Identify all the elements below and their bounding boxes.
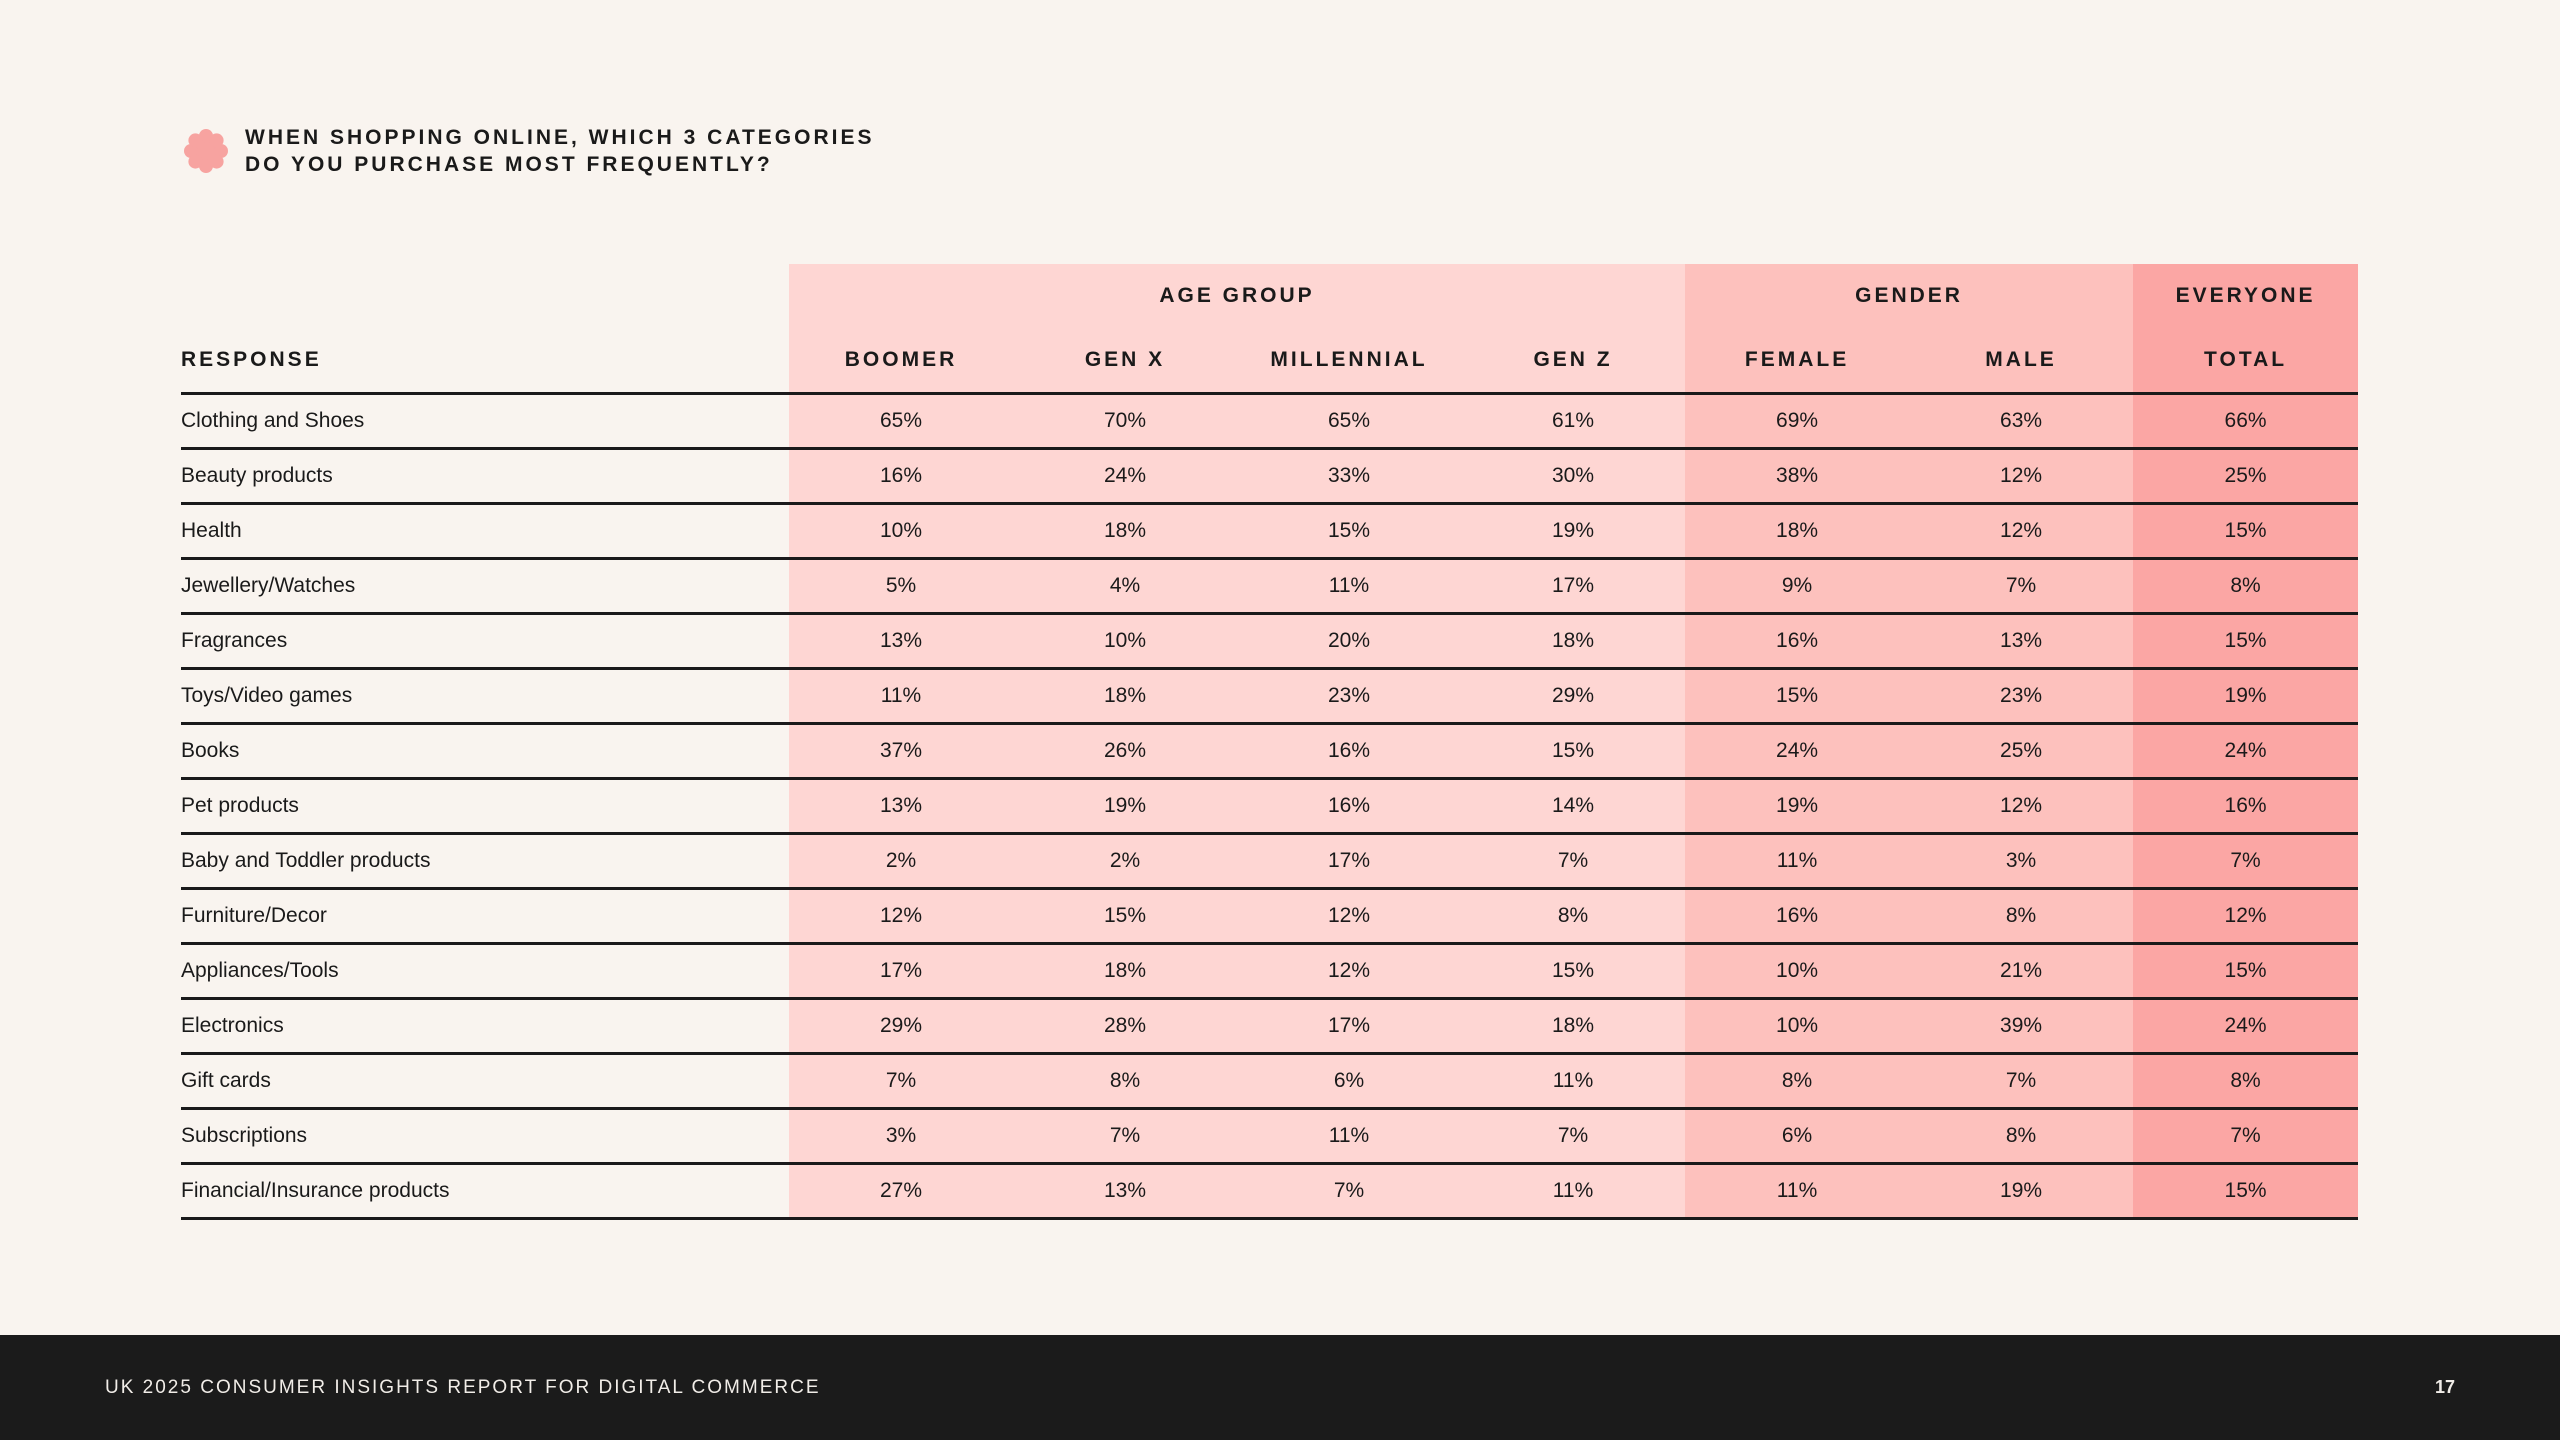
- cell-response: Clothing and Shoes: [181, 394, 789, 449]
- column-header-boomer: BOOMER: [789, 328, 1013, 394]
- cell-genx: 26%: [1013, 724, 1237, 779]
- cell-response: Gift cards: [181, 1054, 789, 1109]
- cell-total: 16%: [2133, 779, 2358, 834]
- column-header-millennial: MILLENNIAL: [1237, 328, 1461, 394]
- title-line-1: WHEN SHOPPING ONLINE, WHICH 3 CATEGORIES: [245, 126, 875, 149]
- column-header-response: RESPONSE: [181, 328, 789, 394]
- flower-icon: [181, 126, 231, 176]
- cell-millennial: 17%: [1237, 999, 1461, 1054]
- cell-female: 19%: [1685, 779, 1909, 834]
- cell-response: Toys/Video games: [181, 669, 789, 724]
- cell-millennial: 15%: [1237, 504, 1461, 559]
- cell-boomer: 65%: [789, 394, 1013, 449]
- cell-male: 3%: [1909, 834, 2133, 889]
- cell-boomer: 2%: [789, 834, 1013, 889]
- table-body: [181, 394, 2358, 1219]
- cell-boomer: 11%: [789, 669, 1013, 724]
- cell-response: Furniture/Decor: [181, 889, 789, 944]
- cell-genz: 11%: [1461, 1164, 1685, 1219]
- cell-genx: 2%: [1013, 834, 1237, 889]
- table-row: [181, 1109, 2358, 1164]
- cell-boomer: 27%: [789, 1164, 1013, 1219]
- table-row: [181, 779, 2358, 834]
- cell-millennial: 16%: [1237, 724, 1461, 779]
- cell-millennial: 16%: [1237, 779, 1461, 834]
- cell-genx: 15%: [1013, 889, 1237, 944]
- chart-title: [181, 124, 874, 178]
- cell-response: Health: [181, 504, 789, 559]
- cell-boomer: 5%: [789, 559, 1013, 614]
- table-row: [181, 724, 2358, 779]
- cell-boomer: 13%: [789, 614, 1013, 669]
- cell-millennial: 12%: [1237, 944, 1461, 999]
- cell-boomer: 10%: [789, 504, 1013, 559]
- cell-response: Beauty products: [181, 449, 789, 504]
- table-row: [181, 504, 2358, 559]
- data-table: [181, 264, 2358, 1220]
- cell-response: Subscriptions: [181, 1109, 789, 1164]
- table-row: [181, 1164, 2358, 1219]
- cell-boomer: 7%: [789, 1054, 1013, 1109]
- page-number: 17: [2434, 1377, 2455, 1397]
- column-header-female: FEMALE: [1685, 328, 1909, 394]
- cell-genx: 13%: [1013, 1164, 1237, 1219]
- cell-genz: 15%: [1461, 944, 1685, 999]
- cell-genx: 28%: [1013, 999, 1237, 1054]
- cell-male: 25%: [1909, 724, 2133, 779]
- cell-male: 8%: [1909, 1109, 2133, 1164]
- cell-response: Pet products: [181, 779, 789, 834]
- cell-genz: 8%: [1461, 889, 1685, 944]
- cell-female: 8%: [1685, 1054, 1909, 1109]
- cell-female: 18%: [1685, 504, 1909, 559]
- cell-genx: 24%: [1013, 449, 1237, 504]
- cell-male: 7%: [1909, 1054, 2133, 1109]
- cell-millennial: 65%: [1237, 394, 1461, 449]
- cell-millennial: 12%: [1237, 889, 1461, 944]
- cell-female: 9%: [1685, 559, 1909, 614]
- group-header-row: [181, 264, 2358, 328]
- cell-genz: 7%: [1461, 1109, 1685, 1164]
- cell-genx: 18%: [1013, 669, 1237, 724]
- cell-male: 39%: [1909, 999, 2133, 1054]
- cell-female: 69%: [1685, 394, 1909, 449]
- cell-boomer: 13%: [789, 779, 1013, 834]
- cell-male: 12%: [1909, 449, 2133, 504]
- cell-genx: 18%: [1013, 944, 1237, 999]
- cell-female: 15%: [1685, 669, 1909, 724]
- cell-total: 15%: [2133, 944, 2358, 999]
- cell-total: 19%: [2133, 669, 2358, 724]
- cell-male: 12%: [1909, 779, 2133, 834]
- cell-genz: 14%: [1461, 779, 1685, 834]
- cell-boomer: 3%: [789, 1109, 1013, 1164]
- cell-genx: 4%: [1013, 559, 1237, 614]
- cell-response: Appliances/Tools: [181, 944, 789, 999]
- cell-genz: 18%: [1461, 614, 1685, 669]
- cell-genx: 10%: [1013, 614, 1237, 669]
- table-row: [181, 559, 2358, 614]
- cell-millennial: 6%: [1237, 1054, 1461, 1109]
- cell-boomer: 17%: [789, 944, 1013, 999]
- group-header-empty: [181, 264, 789, 328]
- column-header-genz: GEN Z: [1461, 328, 1685, 394]
- cell-boomer: 37%: [789, 724, 1013, 779]
- cell-total: 12%: [2133, 889, 2358, 944]
- cell-female: 38%: [1685, 449, 1909, 504]
- data-table-container: [181, 264, 2358, 1220]
- column-header-male: MALE: [1909, 328, 2133, 394]
- cell-male: 12%: [1909, 504, 2133, 559]
- cell-millennial: 7%: [1237, 1164, 1461, 1219]
- footer: [0, 1335, 2560, 1440]
- table-row: [181, 944, 2358, 999]
- cell-female: 10%: [1685, 944, 1909, 999]
- cell-genz: 15%: [1461, 724, 1685, 779]
- cell-millennial: 33%: [1237, 449, 1461, 504]
- cell-genz: 19%: [1461, 504, 1685, 559]
- cell-genz: 61%: [1461, 394, 1685, 449]
- cell-female: 6%: [1685, 1109, 1909, 1164]
- cell-genx: 8%: [1013, 1054, 1237, 1109]
- cell-millennial: 20%: [1237, 614, 1461, 669]
- cell-female: 16%: [1685, 614, 1909, 669]
- table-row: [181, 889, 2358, 944]
- cell-genx: 70%: [1013, 394, 1237, 449]
- cell-boomer: 16%: [789, 449, 1013, 504]
- cell-total: 25%: [2133, 449, 2358, 504]
- table-row: [181, 1054, 2358, 1109]
- cell-millennial: 11%: [1237, 559, 1461, 614]
- table-row: [181, 669, 2358, 724]
- cell-response: Financial/Insurance products: [181, 1164, 789, 1219]
- table-row: [181, 449, 2358, 504]
- column-header-genx: GEN X: [1013, 328, 1237, 394]
- cell-genz: 11%: [1461, 1054, 1685, 1109]
- cell-male: 13%: [1909, 614, 2133, 669]
- table-row: [181, 394, 2358, 449]
- group-header-everyone: EVERYONE: [2133, 264, 2358, 328]
- cell-total: 24%: [2133, 999, 2358, 1054]
- cell-female: 16%: [1685, 889, 1909, 944]
- cell-female: 11%: [1685, 1164, 1909, 1219]
- cell-male: 23%: [1909, 669, 2133, 724]
- cell-female: 24%: [1685, 724, 1909, 779]
- group-header-age: AGE GROUP: [789, 264, 1685, 328]
- cell-male: 8%: [1909, 889, 2133, 944]
- cell-genx: 19%: [1013, 779, 1237, 834]
- column-header-total: TOTAL: [2133, 328, 2358, 394]
- cell-genz: 7%: [1461, 834, 1685, 889]
- cell-total: 8%: [2133, 559, 2358, 614]
- cell-genz: 18%: [1461, 999, 1685, 1054]
- cell-total: 8%: [2133, 1054, 2358, 1109]
- cell-female: 11%: [1685, 834, 1909, 889]
- cell-boomer: 12%: [789, 889, 1013, 944]
- cell-female: 10%: [1685, 999, 1909, 1054]
- cell-male: 63%: [1909, 394, 2133, 449]
- cell-total: 7%: [2133, 1109, 2358, 1164]
- title-line-2: DO YOU PURCHASE MOST FREQUENTLY?: [245, 153, 773, 176]
- cell-boomer: 29%: [789, 999, 1013, 1054]
- table-row: [181, 999, 2358, 1054]
- column-header-row: [181, 328, 2358, 394]
- cell-total: 24%: [2133, 724, 2358, 779]
- cell-total: 15%: [2133, 614, 2358, 669]
- cell-total: 15%: [2133, 1164, 2358, 1219]
- table-row: [181, 614, 2358, 669]
- cell-genz: 29%: [1461, 669, 1685, 724]
- cell-genx: 7%: [1013, 1109, 1237, 1164]
- group-header-gender: GENDER: [1685, 264, 2133, 328]
- cell-response: Fragrances: [181, 614, 789, 669]
- cell-genz: 30%: [1461, 449, 1685, 504]
- cell-total: 15%: [2133, 504, 2358, 559]
- cell-millennial: 17%: [1237, 834, 1461, 889]
- cell-male: 19%: [1909, 1164, 2133, 1219]
- cell-millennial: 11%: [1237, 1109, 1461, 1164]
- cell-genx: 18%: [1013, 504, 1237, 559]
- cell-response: Jewellery/Watches: [181, 559, 789, 614]
- cell-male: 21%: [1909, 944, 2133, 999]
- cell-total: 7%: [2133, 834, 2358, 889]
- cell-response: Baby and Toddler products: [181, 834, 789, 889]
- cell-millennial: 23%: [1237, 669, 1461, 724]
- table-row: [181, 834, 2358, 889]
- cell-response: Electronics: [181, 999, 789, 1054]
- cell-response: Books: [181, 724, 789, 779]
- cell-male: 7%: [1909, 559, 2133, 614]
- footer-report-title: UK 2025 CONSUMER INSIGHTS REPORT FOR DIGITAL COMMERCE: [105, 1377, 821, 1398]
- cell-total: 66%: [2133, 394, 2358, 449]
- cell-genz: 17%: [1461, 559, 1685, 614]
